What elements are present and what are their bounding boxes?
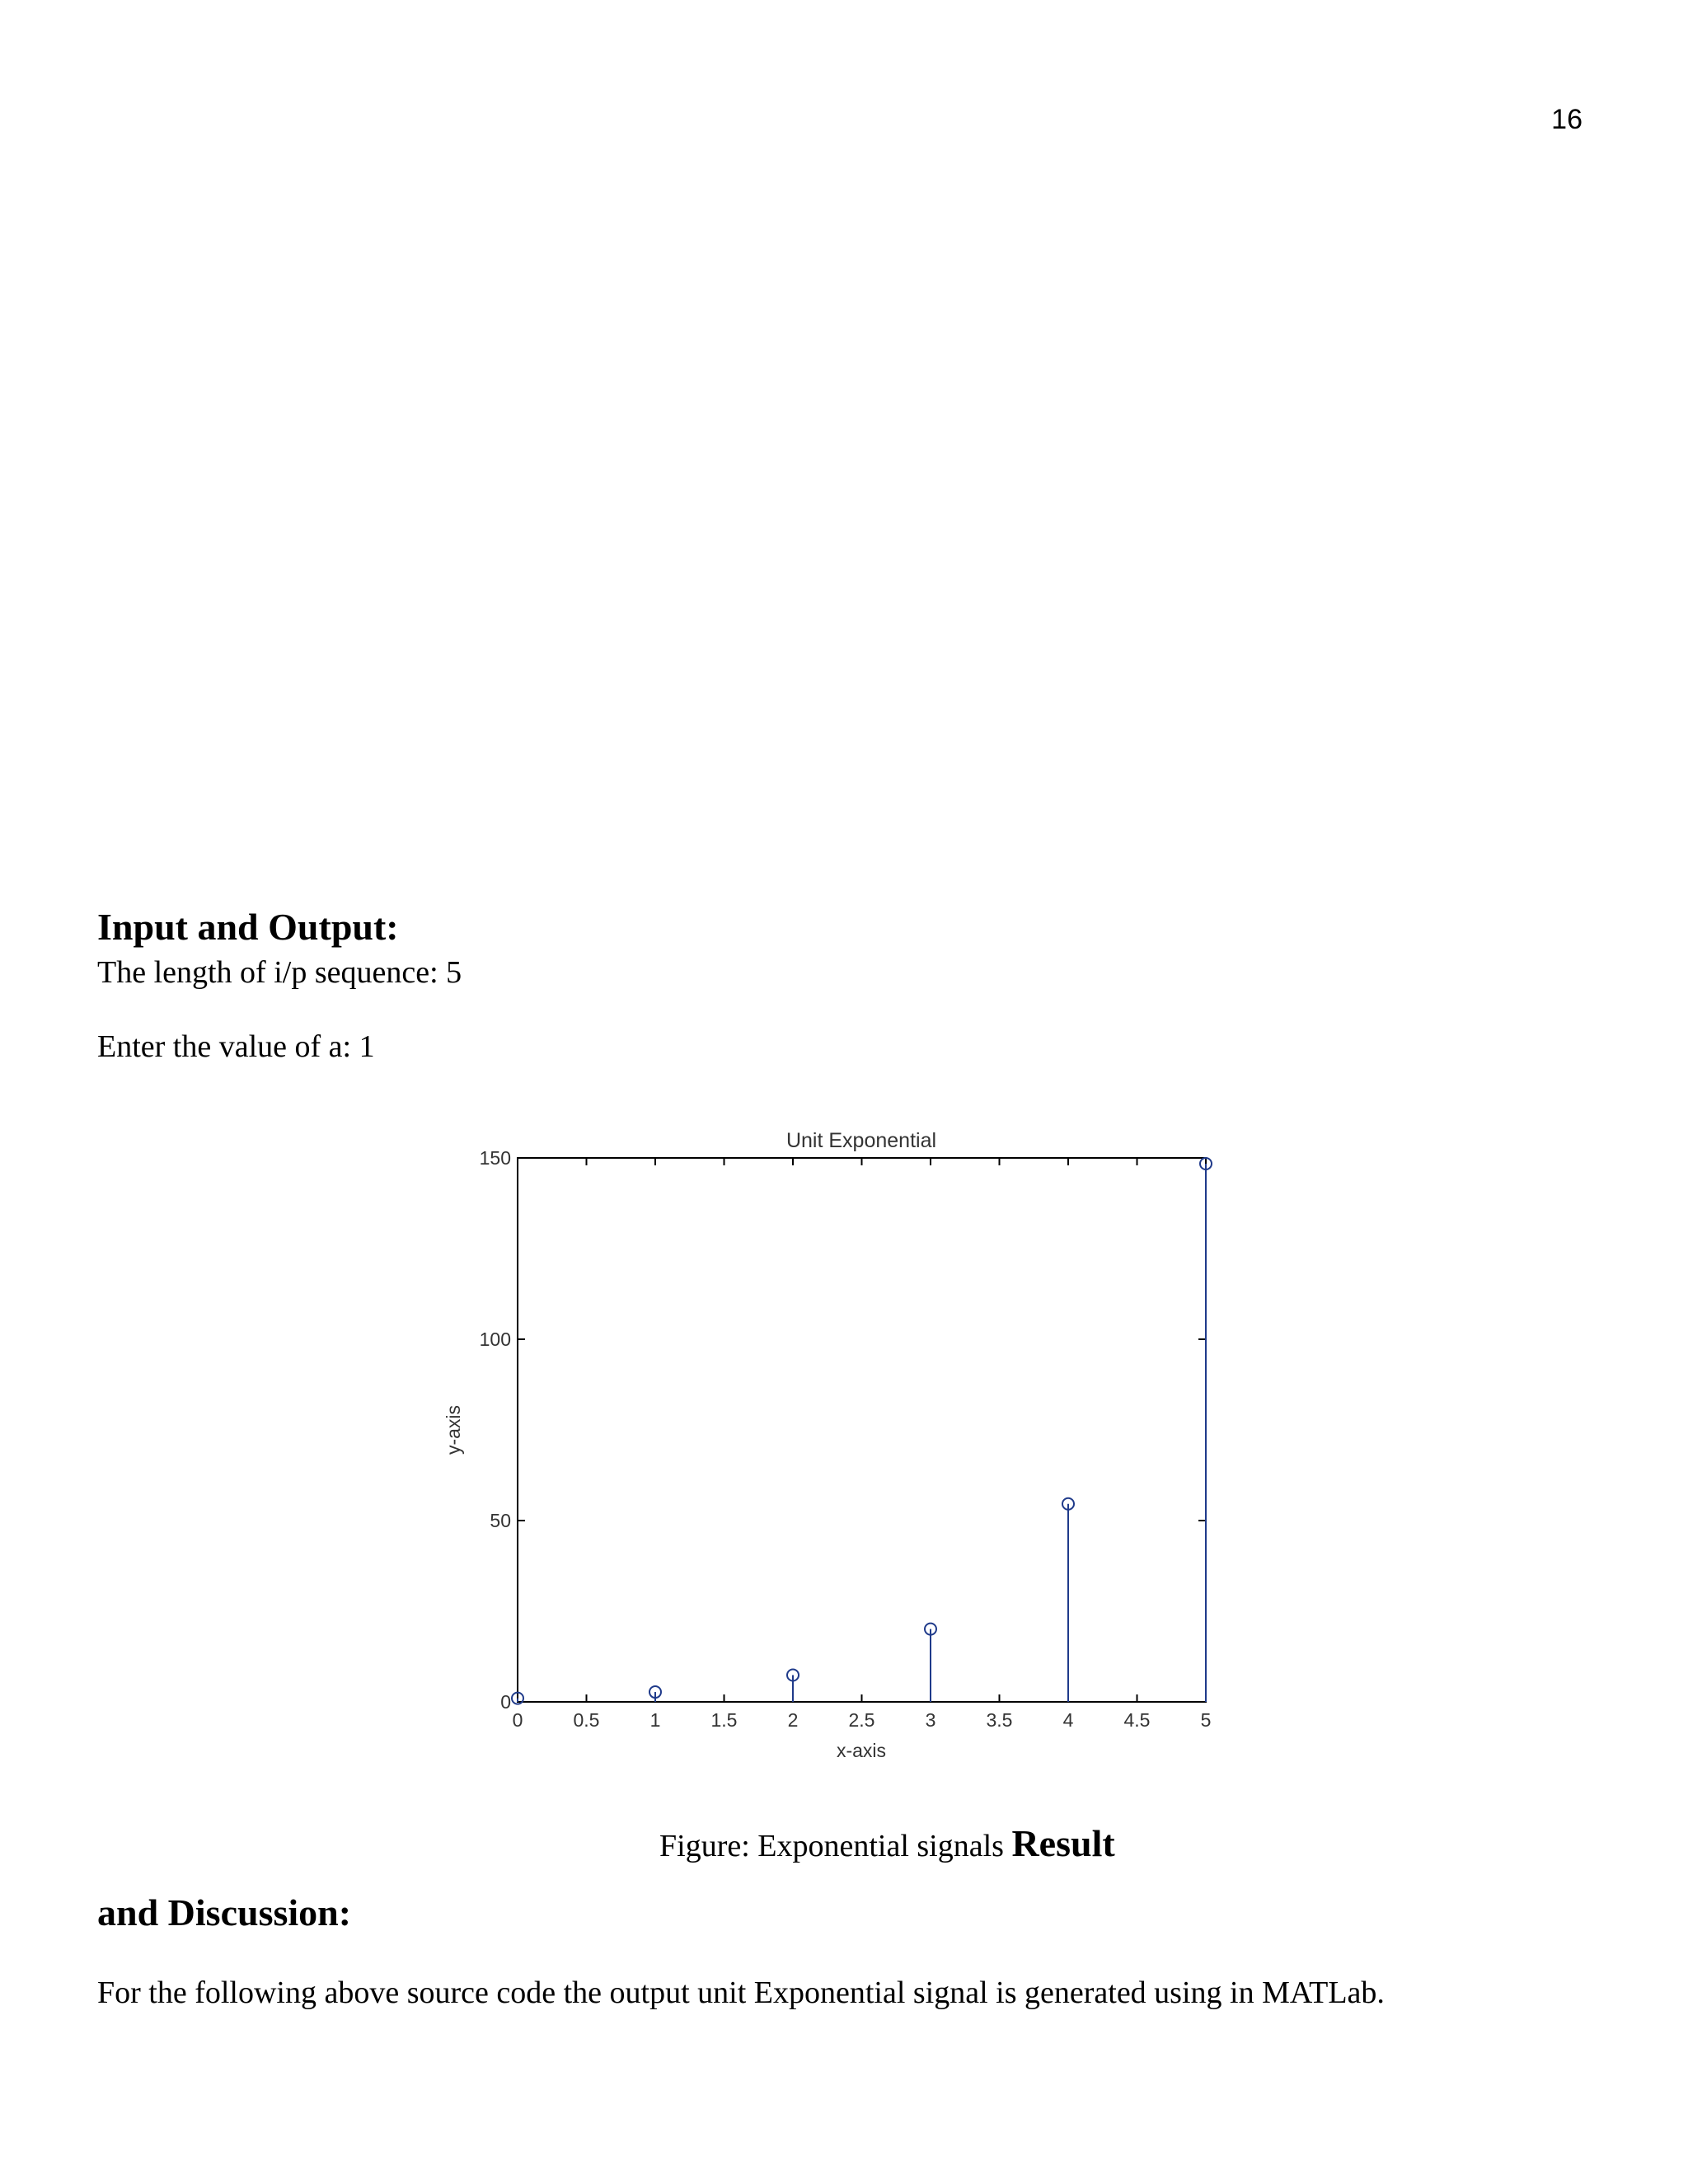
- x-axis-label: x-axis: [836, 1740, 887, 1761]
- x-tick-label: 4: [1062, 1709, 1074, 1731]
- y-tick-label: 0: [500, 1691, 511, 1713]
- x-tick-label: 4.5: [1123, 1709, 1151, 1731]
- plot-area: [518, 1158, 1206, 1702]
- x-tick-label: 1.5: [710, 1709, 738, 1731]
- x-tick-label: 2.5: [848, 1709, 875, 1731]
- y-tick-label: 100: [479, 1329, 511, 1350]
- x-tick-label: 3.5: [986, 1709, 1013, 1731]
- y-tick-label: 150: [479, 1147, 511, 1169]
- figure-caption: [659, 1821, 1115, 1865]
- exponential-stem-chart: [420, 1121, 1245, 1772]
- y-tick-label: 50: [490, 1510, 511, 1531]
- x-tick-label: 1: [649, 1709, 661, 1731]
- value-a-line: Enter the value of a: 1: [97, 1029, 375, 1064]
- discussion-text: For the following above source code the output unit Exponential signal is generated using in MATLab.: [97, 1975, 1385, 2010]
- x-tick-label: 2: [787, 1709, 799, 1731]
- discussion-heading: and Discussion:: [97, 1891, 352, 1933]
- x-tick-label: 5: [1200, 1709, 1212, 1731]
- x-tick-label: 0.5: [573, 1709, 600, 1731]
- x-tick-label: 3: [925, 1709, 936, 1731]
- page-number: 16: [1551, 104, 1582, 135]
- result-heading-part: Result: [1011, 1822, 1115, 1864]
- caption-text: Figure: Exponential signals: [659, 1829, 1004, 1863]
- x-tick-label: 0: [512, 1709, 523, 1731]
- y-axis-label: y-axis: [443, 1404, 464, 1455]
- chart-title: Unit Exponential: [785, 1129, 937, 1152]
- input-output-heading: Input and Output:: [97, 906, 399, 948]
- sequence-length-line: The length of i/p sequence: 5: [97, 955, 462, 990]
